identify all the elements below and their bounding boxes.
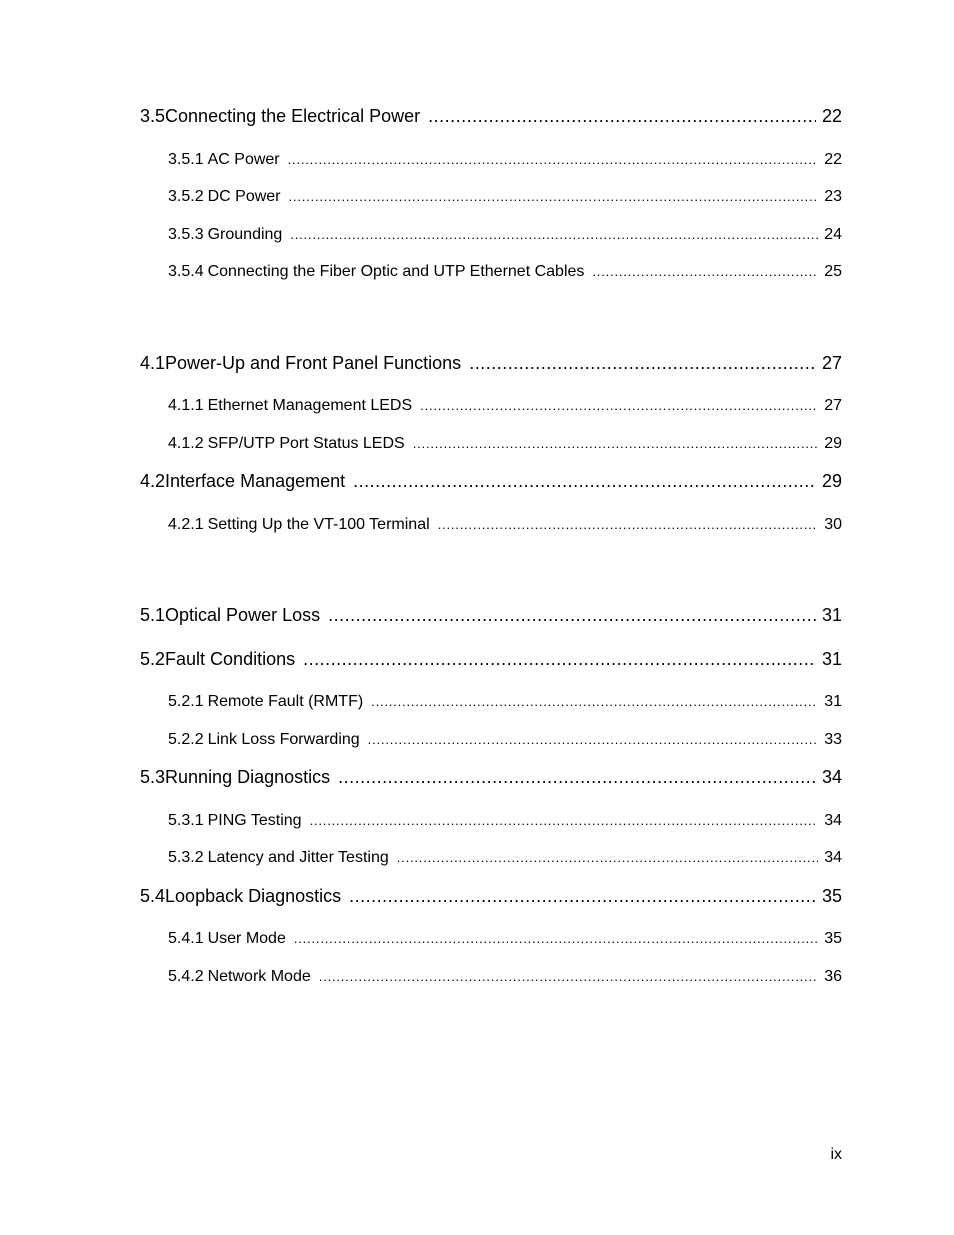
- toc-leader-dots: [371, 694, 818, 709]
- toc-leader-dots: [319, 969, 818, 984]
- toc-entry-title: Grounding: [207, 226, 283, 243]
- toc-entry[interactable]: [140, 471, 842, 492]
- toc-entry[interactable]: [140, 353, 842, 374]
- toc-entry-title: Running Diagnostics: [165, 767, 331, 787]
- toc-leader-dots: [413, 436, 819, 451]
- page-number: ix: [830, 1146, 842, 1163]
- toc-entry-number: 5.4.2: [168, 968, 204, 985]
- toc-entry-number: 5.2: [140, 649, 166, 669]
- toc-entry-title: Interface Management: [165, 471, 346, 491]
- toc-entry-number: 4.2.1: [168, 516, 204, 533]
- toc-leader-dots: [397, 850, 818, 865]
- toc-leader-dots: [310, 813, 819, 828]
- toc-entry[interactable]: [168, 693, 842, 711]
- toc-entry-title: Network Mode: [207, 968, 311, 985]
- toc-entry-title: Latency and Jitter Testing: [207, 849, 389, 866]
- toc-entry-number: 3.5.1: [168, 151, 204, 168]
- toc-entry-number: 4.1: [140, 353, 166, 373]
- toc-entry[interactable]: [168, 731, 842, 749]
- toc-leader-dots: [349, 886, 816, 907]
- toc-entry-number: 5.3.1: [168, 812, 204, 829]
- toc-entry-page: 31: [821, 649, 842, 669]
- toc-entry-title: Ethernet Management LEDS: [207, 397, 413, 414]
- toc-entry-title: Optical Power Loss: [165, 605, 321, 625]
- toc-entry-page: 30: [824, 516, 842, 533]
- toc-entry-title: DC Power: [207, 188, 281, 205]
- toc-entry[interactable]: [140, 605, 842, 626]
- toc-entry-page: 22: [821, 106, 842, 126]
- toc-entry-page: 22: [824, 151, 842, 168]
- toc-entry-number: 4.1.1: [168, 397, 204, 414]
- toc-entry-title: Connecting the Electrical Power: [165, 106, 421, 126]
- toc-entry-number: 3.5.4: [168, 263, 204, 280]
- toc-entry[interactable]: [168, 968, 842, 986]
- toc-entry-title: Fault Conditions: [165, 649, 296, 669]
- toc-entry-title: Setting Up the VT-100 Terminal: [207, 516, 430, 533]
- toc-leader-dots: [294, 931, 818, 946]
- toc-entry-page: 23: [824, 188, 842, 205]
- toc-entry-page: 36: [824, 968, 842, 985]
- toc-entry[interactable]: [168, 435, 842, 453]
- toc-leader-dots: [290, 227, 818, 242]
- toc-leader-dots: [288, 152, 819, 167]
- toc-entry-title: AC Power: [207, 151, 280, 168]
- toc-leader-dots: [338, 767, 816, 788]
- toc-leader-dots: [592, 264, 818, 279]
- toc-entry-title: PING Testing: [207, 812, 302, 829]
- toc-leader-dots: [289, 189, 819, 204]
- toc-entry-number: 5.3.2: [168, 849, 204, 866]
- toc-entry-number: 4.1.2: [168, 435, 204, 452]
- toc-entry-number: 3.5.2: [168, 188, 204, 205]
- toc-leader-dots: [353, 471, 816, 492]
- toc-entry-title: Power-Up and Front Panel Functions: [165, 353, 462, 373]
- toc-entry-number: 4.2: [140, 471, 166, 491]
- toc-entry[interactable]: [140, 886, 842, 907]
- toc-entry[interactable]: [168, 188, 842, 206]
- toc-entry-page: 34: [821, 767, 842, 787]
- toc-entry-page: 29: [821, 471, 842, 491]
- toc-entry[interactable]: [140, 767, 842, 788]
- toc-entry-page: 27: [824, 397, 842, 414]
- toc-entry[interactable]: [168, 397, 842, 415]
- toc-entry-page: 25: [824, 263, 842, 280]
- toc-entry[interactable]: [168, 930, 842, 948]
- toc-entry[interactable]: [168, 812, 842, 830]
- toc-entry[interactable]: [140, 649, 842, 670]
- toc-entry-page: 24: [824, 226, 842, 243]
- toc-entry-page: 29: [824, 435, 842, 452]
- toc-leader-dots: [303, 649, 816, 670]
- toc-entry[interactable]: [168, 849, 842, 867]
- toc-leader-dots: [420, 398, 818, 413]
- toc-entry-title: Connecting the Fiber Optic and UTP Ethernet Cables: [207, 263, 585, 280]
- toc-entry-page: 34: [824, 812, 842, 829]
- toc-entry-title: Loopback Diagnostics: [165, 886, 342, 906]
- toc-entry[interactable]: [168, 226, 842, 244]
- toc-entry-page: 33: [824, 731, 842, 748]
- toc-leader-dots: [368, 732, 819, 747]
- toc-leader-dots: [438, 517, 819, 532]
- toc-entry-page: 31: [821, 605, 842, 625]
- toc-entry-title: Link Loss Forwarding: [207, 731, 360, 748]
- toc-entry-page: 31: [824, 693, 842, 710]
- toc-leader-dots: [469, 353, 816, 374]
- toc-entry-title: SFP/UTP Port Status LEDS: [207, 435, 405, 452]
- toc-entry[interactable]: [168, 151, 842, 169]
- toc-entry-page: 35: [821, 886, 842, 906]
- toc-entry-page: 34: [824, 849, 842, 866]
- toc-entry-number: 3.5.3: [168, 226, 204, 243]
- toc-entry-number: 5.2.2: [168, 731, 204, 748]
- toc-entry-title: Remote Fault (RMTF): [207, 693, 364, 710]
- toc-entry[interactable]: [168, 516, 842, 534]
- toc-entry-number: 5.3: [140, 767, 166, 787]
- toc-entry[interactable]: [140, 106, 842, 127]
- toc-entry-page: 35: [824, 930, 842, 947]
- toc-entry-number: 5.2.1: [168, 693, 204, 710]
- toc-entry-number: 5.4: [140, 886, 166, 906]
- toc-entry-title: User Mode: [207, 930, 286, 947]
- toc-leader-dots: [328, 605, 816, 626]
- toc-entry[interactable]: [168, 263, 842, 281]
- toc-entry-page: 27: [821, 353, 842, 373]
- toc-entry-number: 5.4.1: [168, 930, 204, 947]
- toc-leader-dots: [428, 106, 816, 127]
- toc-entry-number: 5.1: [140, 605, 166, 625]
- toc-entry-number: 3.5: [140, 106, 166, 126]
